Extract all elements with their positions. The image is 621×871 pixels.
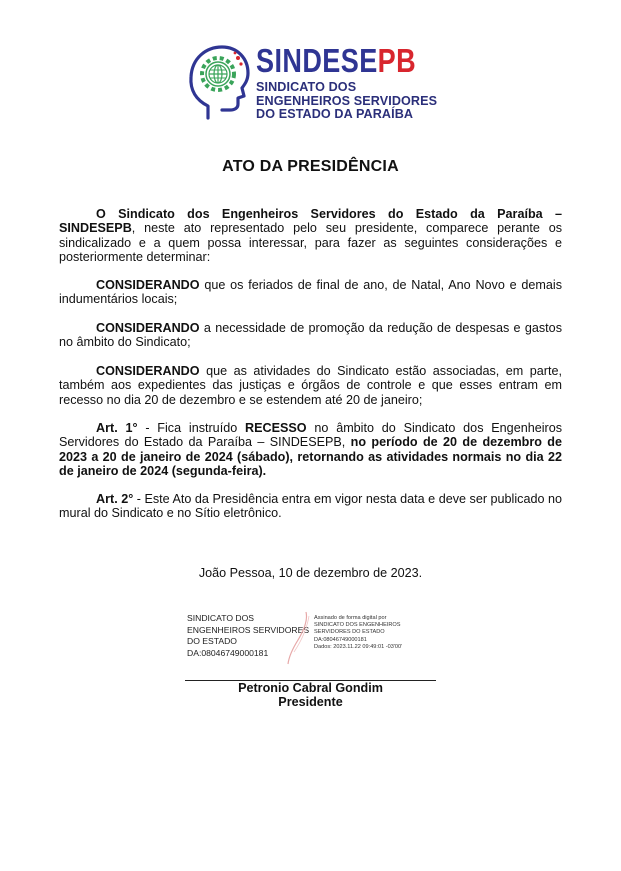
signature-stroke-icon xyxy=(284,610,314,666)
signer-block xyxy=(0,681,621,709)
logo-wordmark xyxy=(256,44,451,122)
paragraph-intro: O Sindicato dos Engenheiros Servidores do Estado da Paraíba – SINDESEPB, neste ato representado pelo seu presidente, comparece perante os sindicalizado e a quem possa interessar, para fazer as seguintes considerações e posteriormente determinar: xyxy=(59,207,562,265)
paragraph-article-2: Art. 2° - Este Ato da Presidência entra em vigor nesta data e deve ser publicado no mural do Sindicato e no Sítio eletrônico. xyxy=(59,492,562,521)
date-line: João Pessoa, 10 de dezembro de 2023. xyxy=(198,566,423,580)
paragraph-considerando-3: CONSIDERANDO que as atividades do Sindicato estão associadas, em parte, também aos expedientes das justiças e órgãos de controle e que esses entram em recesso no dia 20 de dezembro e se estendem até 20 de janeiro; xyxy=(59,364,562,407)
document-title: ATO DA PRESIDÊNCIA xyxy=(222,158,399,175)
paragraph-article-1: Art. 1° - Fica instruído RECESSO no âmbito do Sindicato dos Engenheiros Servidores do Estado da Paraíba – SINDESEPB, no período de 20 de dezembro de 2023 a 20 de janeiro de 2024 (sábado), retornando as atividades normais no dia 22 de janeiro de 2024 (segunda-feira). xyxy=(59,421,562,479)
digital-signature-details: Assinado de forma digital por SINDICATO DOS ENGENHEIROS SERVIDORES DO ESTADO DA:08046749000181 Dados: 2023.11.22 09:49:01 -03'00' xyxy=(314,615,403,650)
paragraph-considerando-2: CONSIDERANDO a necessidade de promoção da redução de despesas e gastos no âmbito do Sindicato; xyxy=(59,321,562,350)
sindesepb-logo xyxy=(188,44,448,126)
head-gear-logo-icon xyxy=(188,44,250,124)
signer-role: Presidente xyxy=(278,695,343,709)
paragraph-considerando-1: CONSIDERANDO que os feriados de final de ano, de Natal, Ano Novo e demais indumentários locais; xyxy=(59,278,562,307)
brand-name: SINDESEPB xyxy=(256,42,417,79)
signer-name: Petronio Cabral Gondim xyxy=(238,681,383,695)
brand-subtitle: SINDICATO DOS ENGENHEIROS SERVIDORES DO ESTADO DA PARAÍBA xyxy=(256,80,438,121)
digital-signature-name: SINDICATO DOS ENGENHEIROS SERVIDORES DO ESTADO DA:08046749000181 xyxy=(187,613,310,658)
